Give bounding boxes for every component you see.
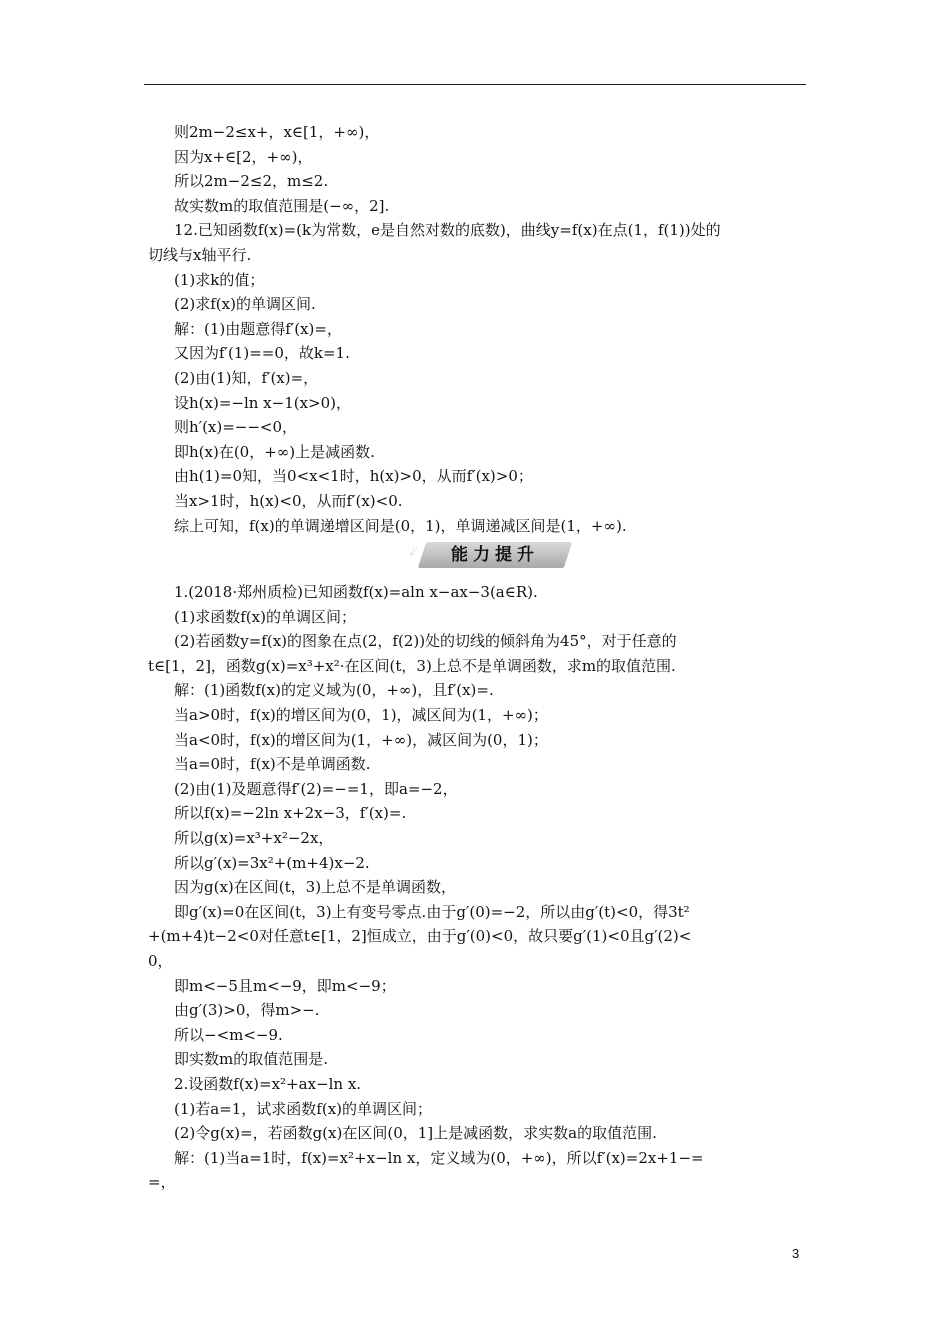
text-line: 即h(x)在(0，+∞)上是减函数. (174, 442, 375, 461)
text-line: 当x>1时，h(x)<0，从而f′(x)<0. (174, 491, 403, 510)
text-line: 解：(1)由题意得f′(x)=， (174, 319, 342, 338)
document-body (148, 120, 808, 1195)
text-line: 即m<−5且m<−9，即m<−9； (174, 976, 396, 995)
text-line: 则2m−2≤x+，x∈[1，+∞)， (174, 123, 380, 141)
text-line: 当a>0时，f(x)的增区间为(0，1)，减区间为(1，+∞)； (174, 706, 548, 725)
text-line: 由h(1)=0知，当0<x<1时，h(x)>0，从而f′(x)>0； (174, 467, 533, 486)
text-line: 又因为f′(1)==0，故k=1. (174, 344, 350, 363)
page-number: 3 (792, 1246, 800, 1261)
problem-1-statement: 1.(2018·郑州质检)已知函数f(x)=aln x−ax−3(a∈R). (174, 583, 538, 602)
text-line: 设h(x)=−ln x−1(x>0)， (174, 393, 352, 412)
header-rule (144, 84, 806, 85)
text-line: 当a<0时，f(x)的增区间为(1，+∞)，减区间为(0，1)； (174, 730, 548, 749)
text-line: (2)求f(x)的单调区间. (174, 295, 316, 314)
text-line: (2)若函数y=f(x)的图象在点(2，f(2))处的切线的倾斜角为45°，对于任意的 (174, 632, 677, 651)
text-line: (2)令g(x)=，若函数g(x)在区间(0，1]上是减函数，求实数a的取值范围. (174, 1124, 657, 1143)
text-line: 解：(1)当a=1时，f(x)=x²+x−ln x，定义域为(0，+∞)，所以f′(x)=2x+1−= (174, 1148, 704, 1167)
text-line: =， (148, 1173, 176, 1192)
text-line: 由g′(3)>0，得m>−. (174, 1001, 320, 1020)
text-line: 即g′(x)=0在区间(t，3)上有变号零点.由于g′(0)=−2，所以由g′(t)<0，得3t² (174, 902, 690, 921)
text-line: t∈[1，2]，函数g(x)=x³+x²·在区间(t，3)上总不是单调函数，求m的取值范围. (148, 656, 676, 675)
text-line: (2)由(1)及题意得f′(2)=−=1，即a=−2， (174, 779, 458, 798)
text-line: 所以g(x)=x³+x²−2x， (174, 829, 334, 848)
text-line: 则h′(x)=−−<0， (174, 418, 298, 437)
banner-decoration-icon: ☄ (410, 548, 419, 559)
section-banner (148, 538, 808, 580)
text-line: 所以−<m<−9. (174, 1025, 283, 1044)
text-line: (1)若a=1，试求函数f(x)的单调区间； (174, 1099, 433, 1118)
text-line: 切线与x轴平行. (148, 245, 252, 264)
text-line: 即实数m的取值范围是. (174, 1050, 328, 1069)
text-line: 所以f(x)=−2ln x+2x−3，f′(x)=. (174, 804, 407, 823)
text-line: 所以g′(x)=3x²+(m+4)x−2. (174, 853, 370, 872)
text-line: 综上可知，f(x)的单调递增区间是(0，1)，单调递减区间是(1，+∞). (174, 516, 627, 535)
problem-2-statement: 2.设函数f(x)=x²+ax−ln x. (174, 1074, 362, 1093)
section-title: 能力提升 (451, 545, 539, 566)
text-line: 因为g(x)在区间(t，3)上总不是单调函数， (174, 878, 457, 897)
text-line: +(m+4)t−2<0对任意t∈[1，2]恒成立，由于g′(0)<0，故只要g′(1)<0且g′(2)< (148, 927, 692, 946)
text-line: (1)求函数f(x)的单调区间； (174, 607, 356, 626)
text-line: 因为x+∈[2，+∞)， (174, 147, 313, 166)
problem-12-statement: 12.已知函数f(x)=(k为常数，e是自然对数的底数)，曲线y=f(x)在点(1，f(1))处的 (174, 221, 721, 240)
text-line: 0， (148, 952, 173, 970)
text-line: 所以2m−2≤2，m≤2. (174, 172, 329, 191)
text-line: (1)求k的值； (174, 270, 265, 289)
text-line: 故实数m的取值范围是(−∞，2]. (174, 196, 390, 215)
text-line: 解：(1)函数f(x)的定义域为(0，+∞)，且f′(x)=. (174, 681, 494, 700)
text-line: 当a=0时，f(x)不是单调函数. (174, 755, 371, 774)
text-line: (2)由(1)知，f′(x)=， (174, 368, 319, 387)
